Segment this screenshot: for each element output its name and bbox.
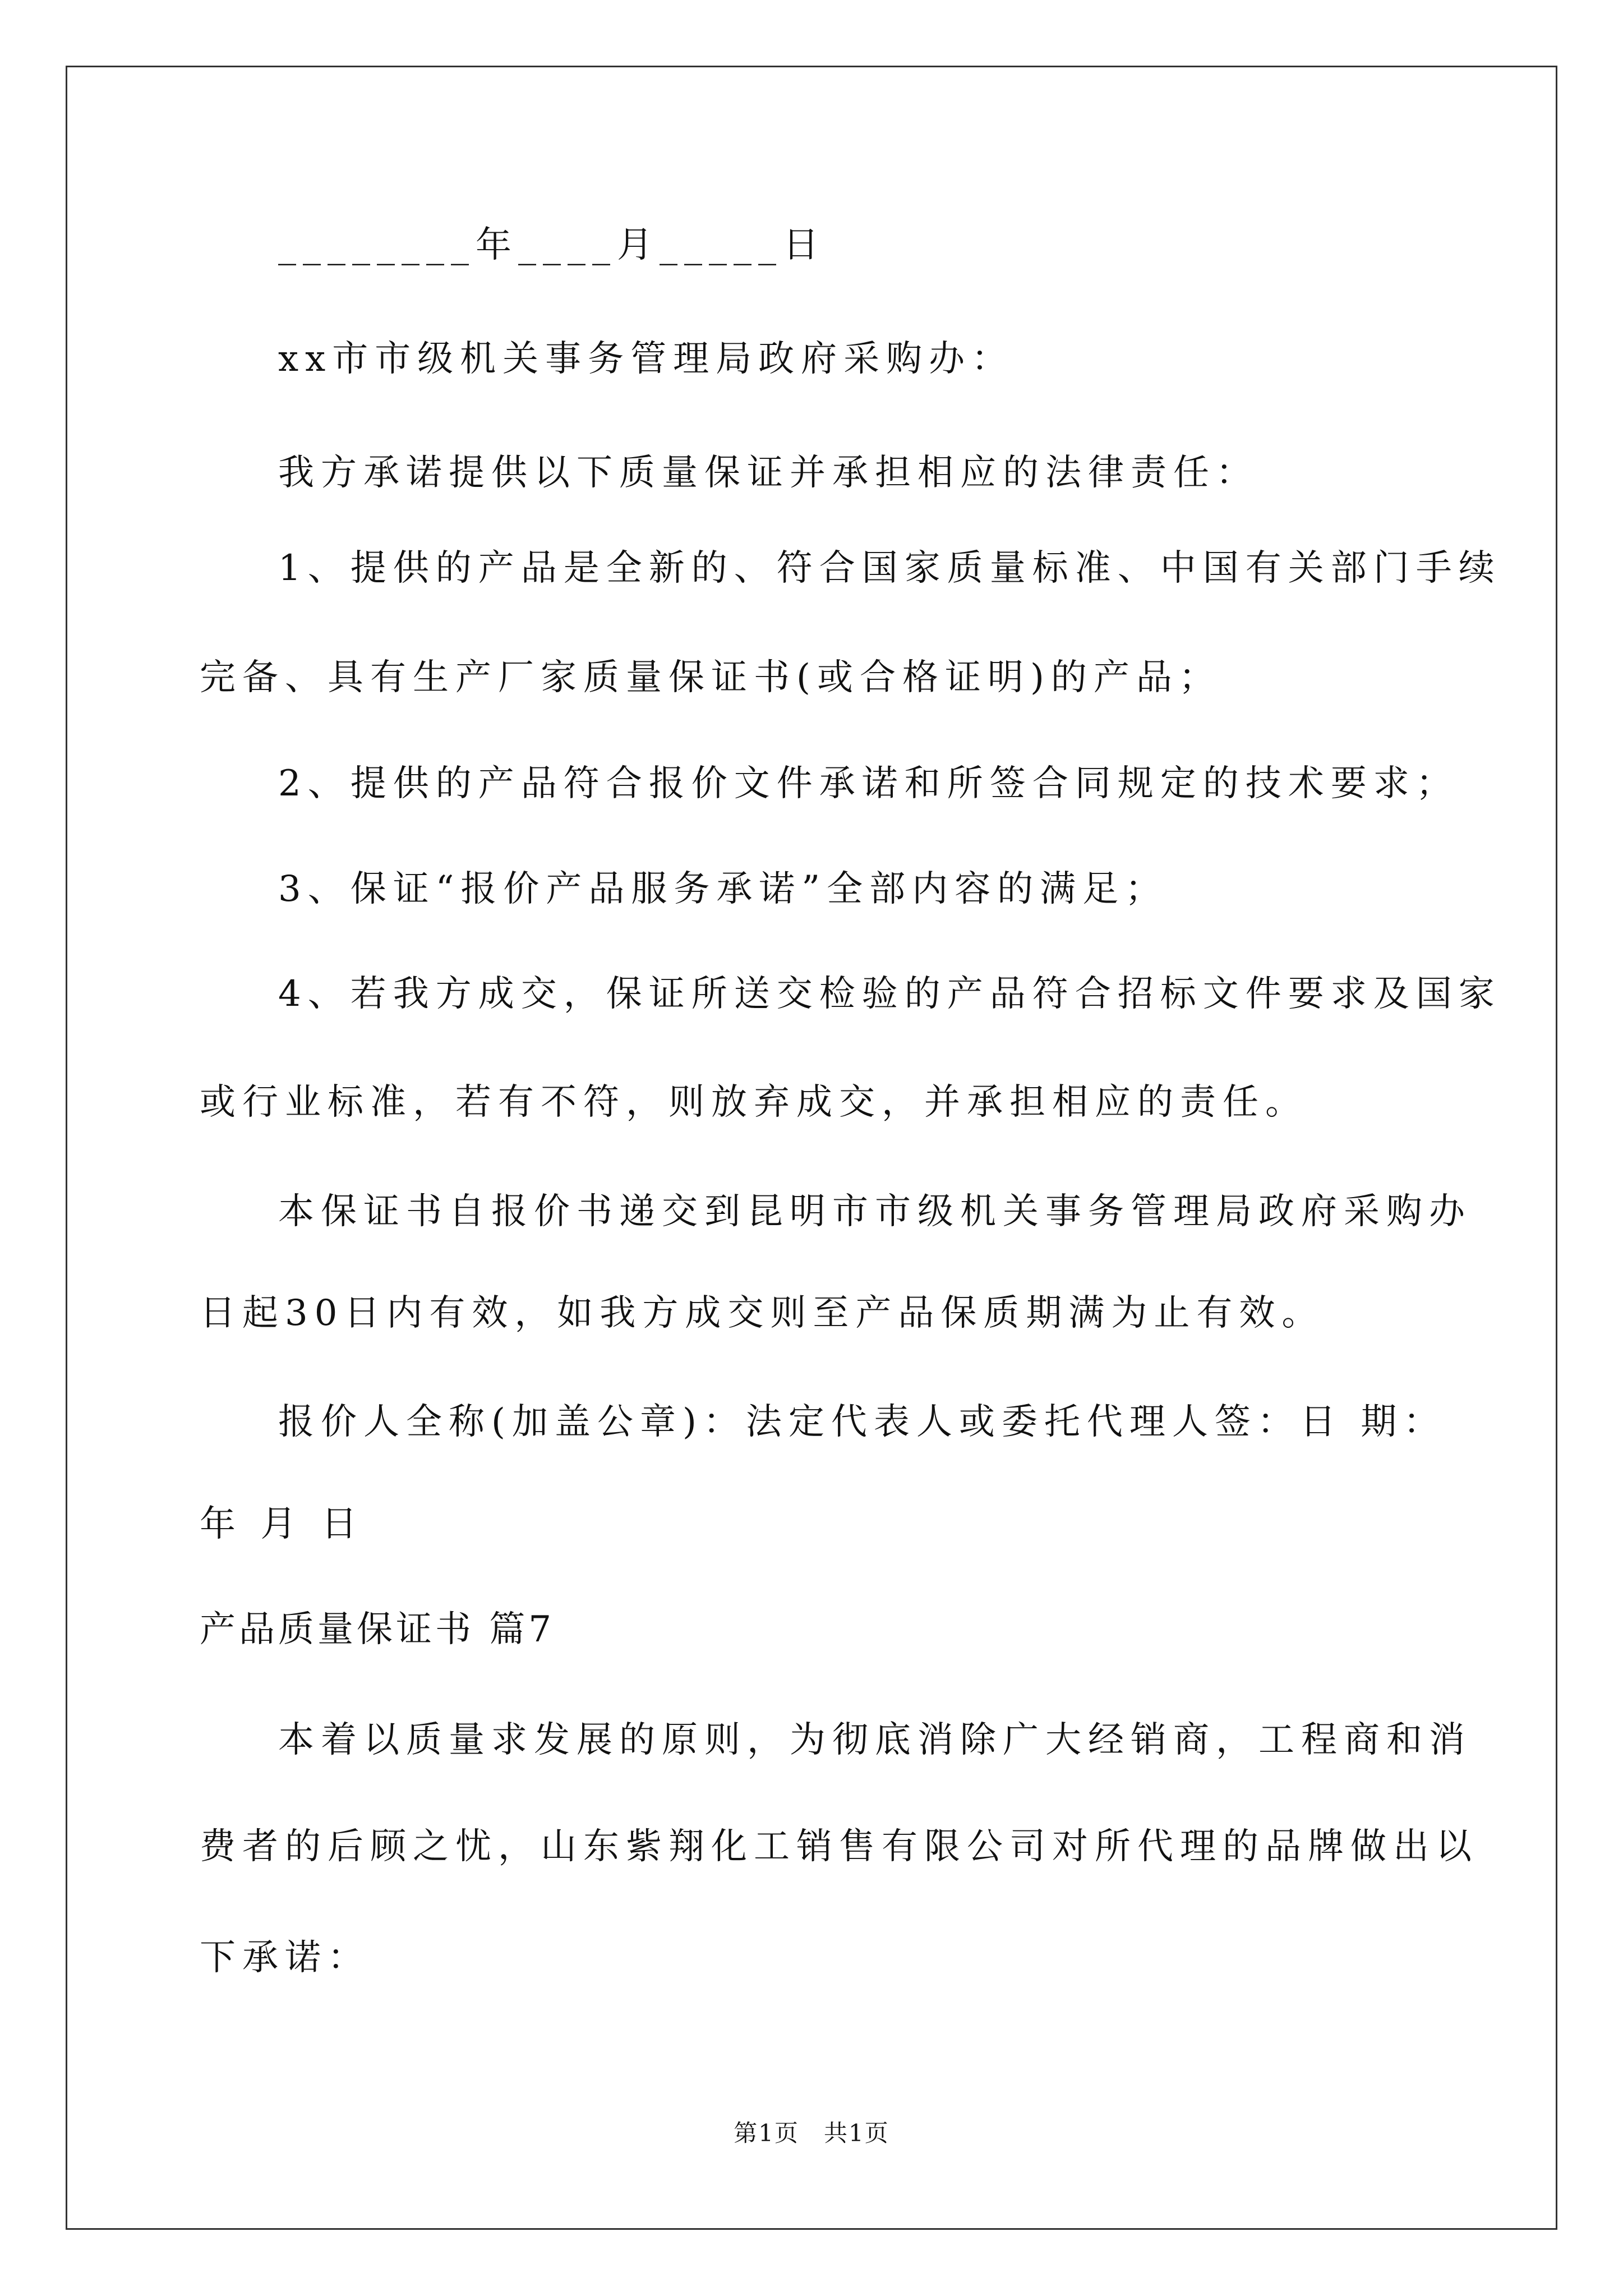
signature-line: 报价人全称(加盖公章)：法定代表人或委托代理人签：日 期： [278, 1401, 1446, 1443]
item-4-line-1: 4、若我方成交，保证所送交检验的产品符合招标文件要求及国家 [278, 973, 1501, 1015]
addressee: xx市市级机关事务管理局政府采购办： [278, 338, 1015, 380]
date-line: ________年____月_____日 [278, 224, 826, 266]
section-line-2: 费者的后顾之忧，山东紫翔化工销售有限公司对所代理的品牌做出以 [200, 1826, 1478, 1867]
item-4-line-2: 或行业标准，若有不符，则放弃成交，并承担相应的责任。 [200, 1082, 1308, 1123]
section-heading: 产品质量保证书 篇7 [200, 1609, 555, 1650]
item-3: 3、保证“报价产品服务承诺”全部内容的满足； [278, 868, 1168, 910]
item-1-line-2: 完备、具有生产厂家质量保证书(或合格证明)的产品； [200, 657, 1221, 698]
item-1-line-1: 1、提供的产品是全新的、符合国家质量标准、中国有关部门手续 [278, 547, 1501, 589]
section-line-1: 本着以质量求发展的原则，为彻底消除广大经销商，工程商和消 [278, 1719, 1472, 1761]
page-frame [66, 66, 1557, 2230]
intro-paragraph: 我方承诺提供以下质量保证并承担相应的法律责任： [278, 452, 1258, 494]
validity-line-2: 日起30日内有效，如我方成交则至产品保质期满为止有效。 [200, 1292, 1325, 1334]
section-line-3: 下承诺： [200, 1937, 370, 1978]
item-2: 2、提供的产品符合报价文件承诺和所签合同规定的技术要求； [278, 763, 1459, 804]
signature-date: 年 月 日 [200, 1503, 364, 1545]
page-footer: 第1页 共1页 [734, 2119, 889, 2147]
validity-line-1: 本保证书自报价书递交到昆明市市级机关事务管理局政府采购办 [278, 1191, 1472, 1232]
